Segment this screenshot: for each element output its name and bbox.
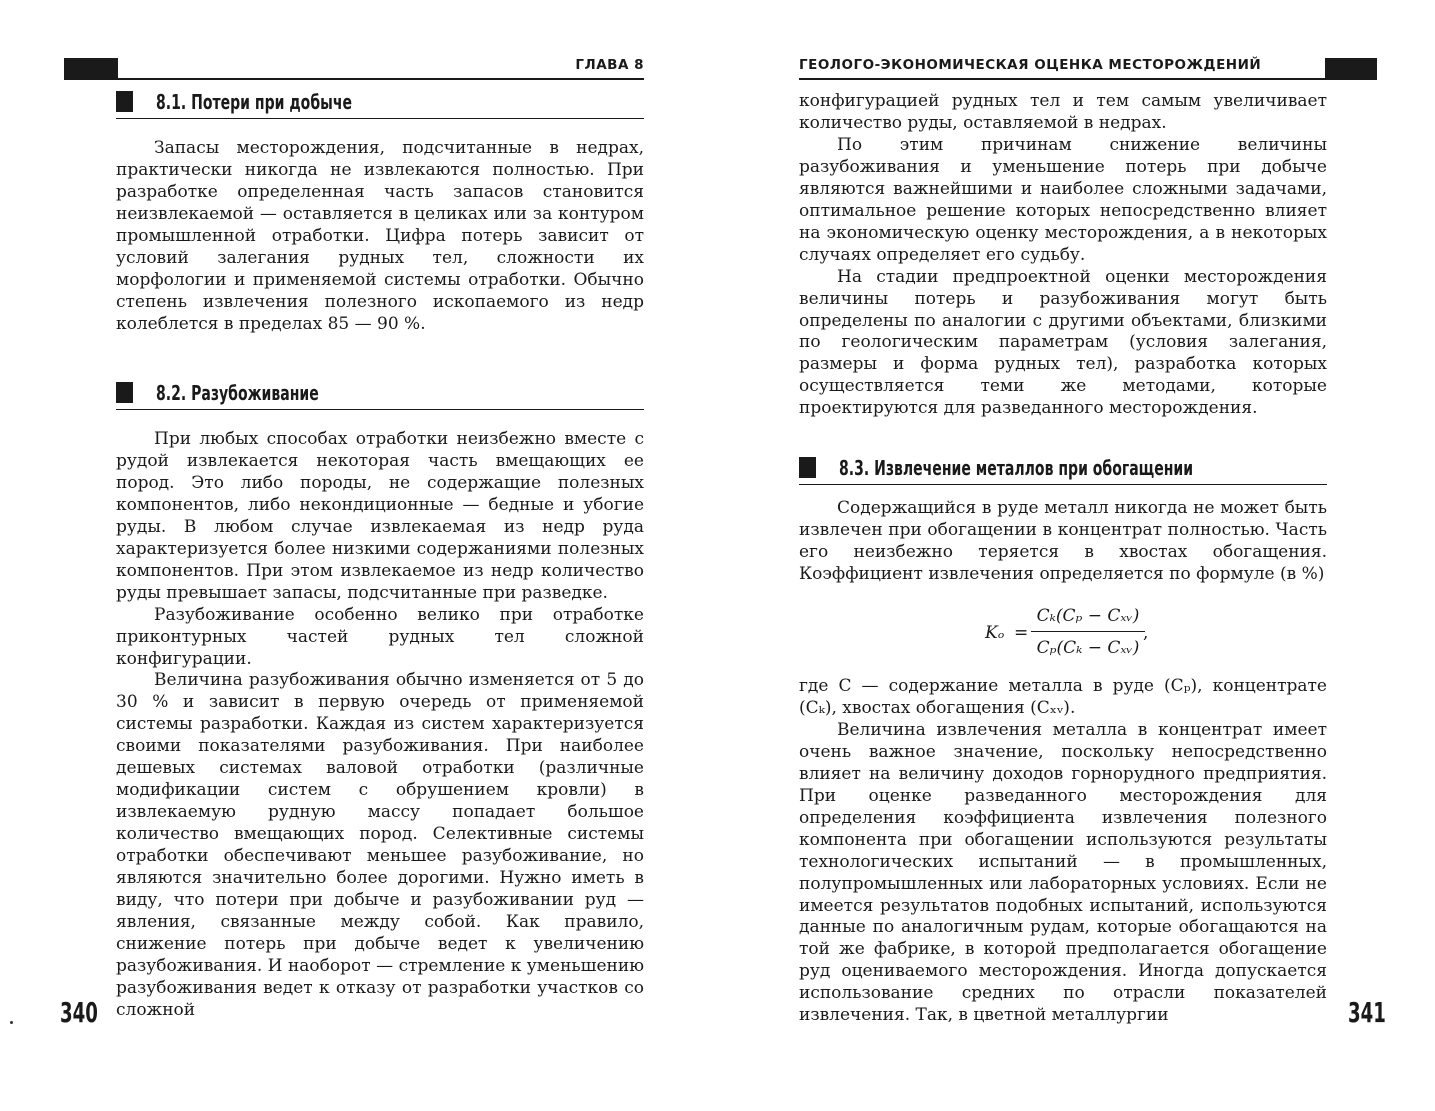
paragraph: По этим причинам снижение величины разубоживания и уменьшение потерь при добыче являются важнейшими и наиболее сложными задачами, оптимальное решение которых непосредственно влияет на экономическую оценку месторождения, а в некоторых случаях определяет его судьбу. [799,134,1327,265]
formula-lhs: Kₒ [985,623,1005,643]
section-heading [799,456,1327,492]
paragraph: конфигурацией рудных тел и тем самым увеличивает количество руды, оставляемой в недрах. [799,91,1327,133]
formula-comma: , [1143,623,1149,643]
extraction-formula [985,603,1165,663]
header-rule [64,78,644,80]
section-rule [116,409,644,410]
section-title: 8.1. Потери при добыче [156,90,352,114]
section-body [116,138,644,336]
header-bar [1325,58,1377,78]
paragraph: При любых способах отработки неизбежно вместе с рудой извлекается некоторая часть вмещающих ее пород. Это либо породы, не содержащие полезных компонентов, либо некондиционные — бедные и убогие руды. В любом случае извлекаемая из недр руда характеризуется более низкими содержаниями полезных компонентов. При этом извлекаемое из недр количество руды превышает запасы, подсчитанные при разведке. [116,429,644,603]
section-body-continued [799,676,1327,1027]
continued-text [799,91,1327,420]
running-head: ГЛАВА 8 [575,57,644,73]
section-title: 8.2. Разубоживание [156,381,319,405]
fraction-bar [1031,631,1145,632]
formula-equals: = [1014,623,1029,643]
section-rule [799,484,1327,485]
section-heading [116,90,644,126]
formula-numerator: Cₖ(Cₚ − Cₓᵥ) [1036,606,1140,626]
formula-fraction [1031,603,1145,661]
section-heading [116,381,644,417]
section-title: 8.3. Извлечение металлов при обогащении [839,456,1194,480]
header-rule [799,78,1377,80]
paragraph: Разубоживание особенно велико при отработке приконтурных частей рудных тел сложной конфигурации. [116,604,644,669]
paragraph: Величина разубоживания обычно изменяется от 5 до 30 % и зависит в первую очередь от применяемой системы разработки. Каждая из систем характеризуется своими показателями разубоживания. При наиболее дешевых системах валовой отработки (различные модификации систем с обрушением кровли) в извлекаемую рудную массу попадает большое количество вмещающих пород. Селективные системы отработки обеспечивают меньшее разубоживание, но являются значительно более дорогими. Нужно иметь в виду, что потери при добыче и разубоживании руд — явления, связанные между собой. Как правило, снижение потерь при добыче ведет к увеличению разубоживания. И наоборот — стремление к уменьшению разубоживания ведет к отказу от разработки участков со сложной [116,670,644,1020]
paragraph: где C — содержание металла в руде (Cₚ), концентрате (Cₖ), хвостах обогащения (Cₓᵥ). [799,676,1327,718]
header-bar [64,58,118,78]
left-page [0,0,717,1111]
running-head: ГЕОЛОГО-ЭКОНОМИЧЕСКАЯ ОЦЕНКА МЕСТОРОЖДЕНИЙ [799,57,1262,73]
section-marker [116,91,133,112]
section-rule [116,118,644,119]
paragraph: На стадии предпроектной оценки месторождения величины потерь и разубоживания могут быть определены по аналогии с другими объектами, близкими по геологическим параметрам (условия залегания, размеры и форма рудных тел), разработка которых осуществляется теми же методами, которые проектируются для разведанного месторождения. [799,266,1327,419]
paragraph: Величина извлечения металла в концентрат имеет очень важное значение, поскольку непосредственно влияет на величину доходов горнорудного предприятия. При оценке разведанного месторождения для определения коэффициента извлечения полезного компонента при обогащении используются результаты технологических испытаний — в промышленных, полупромышленных или лабораторных условиях. Если не имеется результатов подобных испытаний, используются данные по аналогичным рудам, которые обогащаются на той же фабрике, в которой предполагается обогащение руд оцениваемого месторождения. Иногда допускается использование средних по отрасли показателей извлечения. Так, в цветной металлургии [799,719,1327,1026]
scan-speck [10,1021,13,1024]
page-number: 340 [60,996,98,1029]
section-body [116,429,644,1022]
paragraph: Запасы месторождения, подсчитанные в недрах, практически никогда не извлекаются полностью. При разработке определенная часть запасов становится неизвлекаемой — оставляется в целиках или за контуром промышленной отработки. Цифра потерь зависит от условий залегания рудных тел, сложности их морфологии и применяемой системы отработки. Обычно степень извлечения полезного ископаемого из недр колеблется в пределах 85 — 90 %. [116,138,644,334]
section-marker [799,457,816,478]
paragraph: Содержащийся в руде металл никогда не может быть извлечен при обогащении в концентрат полностью. Часть его неизбежно теряется в хвостах обогащения. Коэффициент извлечения определяется по формуле (в %) [799,498,1327,584]
section-marker [116,382,133,403]
right-page [717,0,1435,1111]
section-body [799,498,1327,586]
page-number: 341 [1348,996,1386,1029]
formula-denominator: Cₚ(Cₖ − Cₓᵥ) [1036,638,1140,658]
